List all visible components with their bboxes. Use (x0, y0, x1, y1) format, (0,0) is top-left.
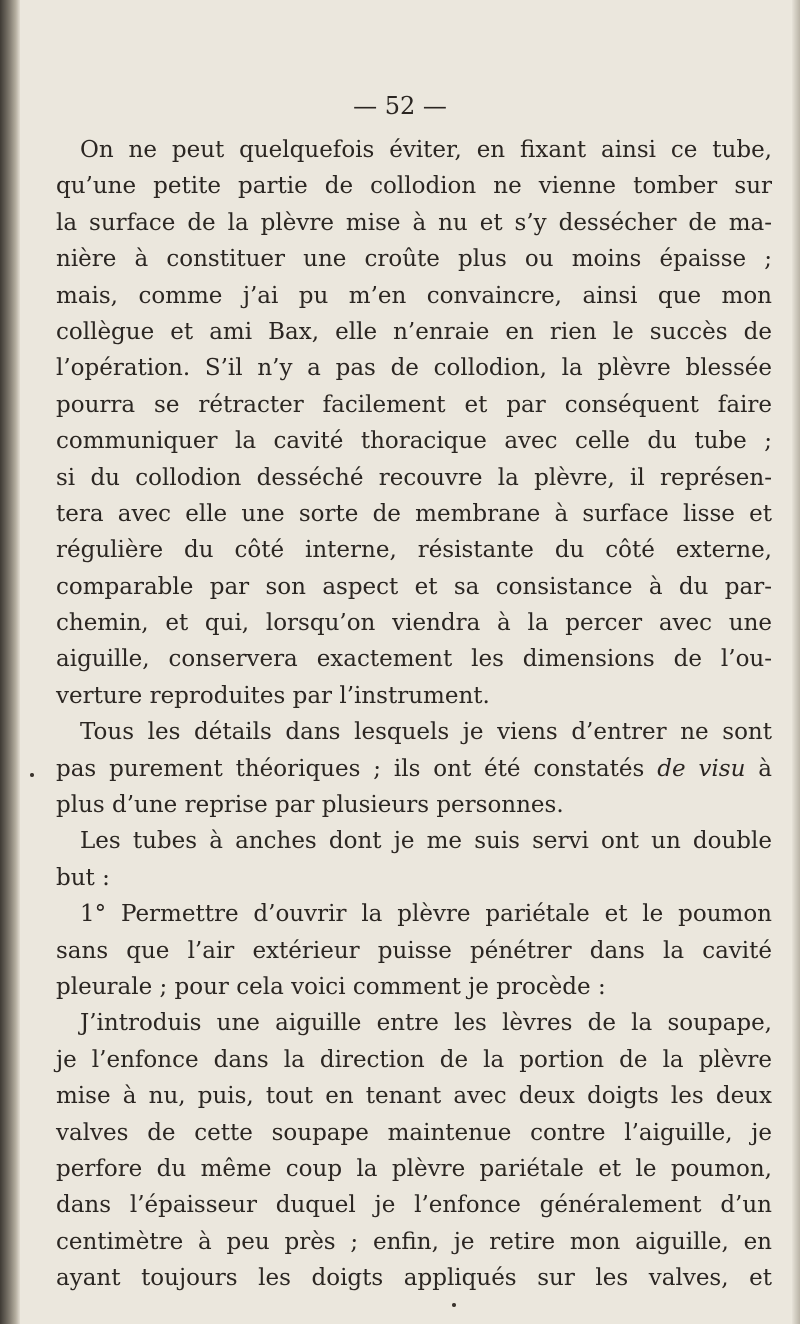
text-line: Tous les détails dans lesquels je viens d’entrer ne sont (80, 719, 772, 746)
text-line: pleurale ; pour cela voici comment je procède : (56, 973, 606, 1000)
book-binding-shadow (0, 0, 20, 1324)
text-segment: pas purement théoriques ; ils ont été constatés (56, 755, 645, 782)
text-line: mise à nu, puis, tout en tenant avec deux doigts les deux (56, 1083, 772, 1110)
text-line: comparable par son aspect et sa consistance à du par- (56, 573, 772, 600)
body-text (56, 132, 772, 1297)
text-line: Les tubes à anches dont je me suis servi ont un double (80, 828, 772, 855)
text-line: centimètre à peu près ; enfin, je retire mon aiguille, en (56, 1228, 772, 1255)
text-line: but : (56, 864, 110, 891)
text-segment: à (745, 755, 772, 782)
text-line: J’introduis une aiguille entre les lèvres de la soupape, (80, 1010, 772, 1037)
text-line: qu’une petite partie de collodion ne vienne tomber sur (56, 173, 772, 200)
text-line: dans l’épaisseur duquel je l’enfonce généralement d’un (56, 1192, 772, 1219)
text-line: pourra se rétracter facilement et par conséquent faire (56, 391, 772, 418)
text-line: On ne peut quelquefois éviter, en fixant ainsi ce tube, (80, 137, 772, 163)
text-line: l’opération. S’il n’y a pas de collodion, la plèvre blessée (56, 355, 772, 382)
text-line: perfore du même coup la plèvre pariétale et le poumon, (56, 1155, 772, 1182)
italic-phrase: de visu (657, 755, 746, 782)
ink-speck (452, 1303, 456, 1307)
text-line: verture reproduites par l’instrument. (56, 682, 490, 709)
text-line: je l’enfonce dans la direction de la portion de la plèvre (56, 1046, 772, 1073)
page-number: — 52 — (353, 92, 447, 120)
text-line: la surface de la plèvre mise à nu et s’y dessécher de ma- (56, 209, 772, 236)
ink-speck (30, 773, 34, 777)
text-line (56, 751, 772, 787)
text-line: tera avec elle une sorte de membrane à surface lisse et (56, 500, 772, 527)
text-line: nière à constituer une croûte plus ou moins épaisse ; (56, 246, 772, 273)
text-line: chemin, et qui, lorsqu’on viendra à la percer avec une (56, 610, 772, 637)
page-edge (792, 0, 800, 1324)
text-line: valves de cette soupape maintenue contre l’aiguille, je (56, 1119, 772, 1146)
text-line: si du collodion desséché recouvre la plèvre, il représen- (56, 464, 772, 491)
text-line: sans que l’air extérieur puisse pénétrer dans la cavité (56, 937, 772, 964)
text-line: ayant toujours les doigts appliqués sur les valves, et (56, 1265, 772, 1292)
text-line: mais, comme j’ai pu m’en convaincre, ainsi que mon (56, 282, 772, 309)
text-line: 1° Permettre d’ouvrir la plèvre pariétale et le poumon (80, 901, 772, 928)
text-line: aiguille, conservera exactement les dimensions de l’ou- (56, 646, 772, 673)
text-line: communiquer la cavité thoracique avec celle du tube ; (56, 428, 772, 455)
text-line: plus d’une reprise par plusieurs personnes. (56, 792, 564, 819)
text-line: régulière du côté interne, résistante du côté externe, (56, 537, 772, 564)
text-line: collègue et ami Bax, elle n’enraie en rien le succès de (56, 318, 772, 345)
